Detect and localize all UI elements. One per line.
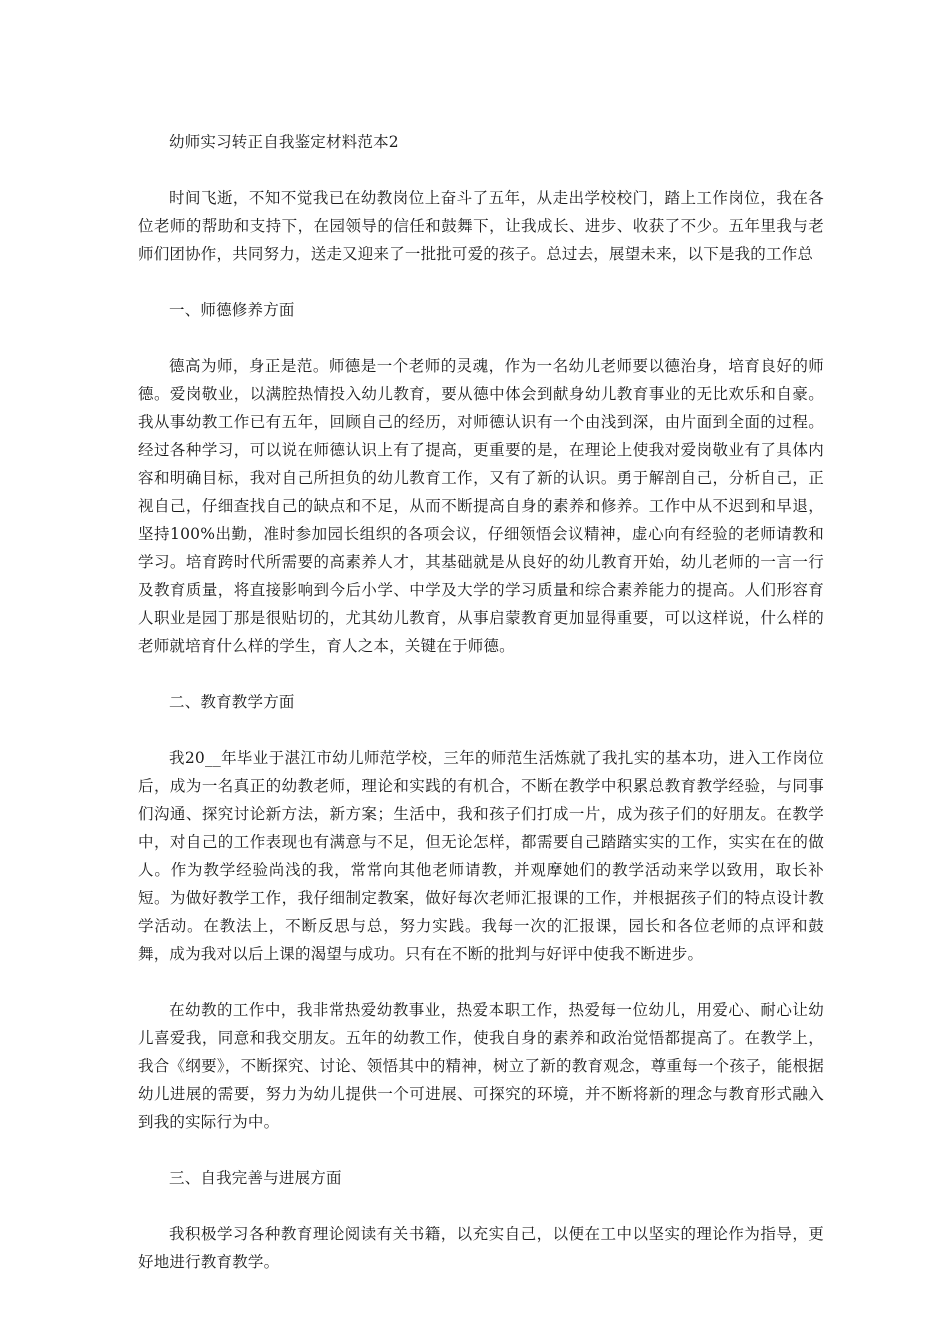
- teaching-paragraph-2: 在幼教的工作中，我非常热爱幼教事业，热爱本职工作，热爱每一位幼儿，用爱心、耐心让幼儿喜爱我，同意和我交朋友。五年的幼教工作，使我自身的素养和政治觉悟都提高了。在教学上，我合《纲要》，不断探究、讨论、领悟其中的精神，树立了新的教育观念，尊重每一个孩子，能根据幼儿进展的需要，努力为幼儿提供一个可进展、可探究的环境，并不断将新的理念与教育形式融入到我的实际行为中。: [138, 1001, 824, 1131]
- intro-paragraph: 时间飞逝，不知不觉我已在幼教岗位上奋斗了五年，从走出学校校门，踏上工作岗位，我在各位老师的帮助和支持下，在园领导的信任和鼓舞下，让我成长、进步、收获了不少。五年里我与老师们团协作，共同努力，送走又迎来了一批批可爱的孩子。总过去，展望未来，以下是我的工作总: [138, 189, 824, 263]
- self-improvement-paragraph: 我积极学习各种教育理论阅读有关书籍，以充实自己，以便在工中以坚实的理论作为指导，更好地进行教育教学。: [138, 1225, 824, 1271]
- teaching-paragraph-1: 我20__年毕业于湛江市幼儿师范学校，三年的师范生活炼就了我扎实的基本功，进入工作岗位后，成为一名真正的幼教老师，理论和实践的有机合，不断在教学中积累总教育教学经验，与同事们沟通、探究讨论新方法，新方案；生活中，我和孩子们打成一片，成为孩子们的好朋友。在教学中，对自己的工作表现也有满意与不足，但无论怎样，都需要自己踏踏实实的工作，实实在在的做人。作为教学经验尚浅的我，常常向其他老师请教，并观摩她们的教学活动来学以致用，取长补短。为做好教学工作，我仔细制定教案，做好每次老师汇报课的工作，并根据孩子们的特点设计教学活动。在教法上，不断反思与总，努力实践。我每一次的汇报课，园长和各位老师的点评和鼓舞，成为我对以后上课的渴望与成功。只有在不断的批判与好评中使我不断进步。: [138, 749, 824, 963]
- section-heading-teaching: 二、教育教学方面: [169, 693, 295, 711]
- document-page: [138, 128, 824, 1304]
- section-heading-ethics: 一、师德修养方面: [169, 301, 295, 319]
- section-heading-self-improvement: 三、自我完善与进展方面: [169, 1169, 342, 1187]
- ethics-paragraph: 德高为师，身正是范。师德是一个老师的灵魂，作为一名幼儿老师要以德治身，培育良好的师德。爱岗敬业，以满腔热情投入幼儿教育，要从德中体会到献身幼儿教育事业的无比欢乐和自豪。我从事幼教工作已有五年，回顾自己的经历，对师德认识有一个由浅到深，由片面到全面的过程。经过各种学习，可以说在师德认识上有了提高，更重要的是，在理论上使我对爱岗敬业有了具体内容和明确目标，我对自己所担负的幼儿教育工作，又有了新的认识。勇于解剖自己，分析自己，正视自己，仔细查找自己的缺点和不足，从而不断提高自身的素养和修养。工作中从不迟到和早退，坚持100%出勤，准时参加园长组织的各项会议，仔细领悟会议精神，虚心向有经验的老师请教和学习。培育跨时代所需要的高素养人才，其基础就是从良好的幼儿教育开始，幼儿老师的一言一行及教育质量，将直接影响到今后小学、中学及大学的学习质量和综合素养能力的提高。人们形容育人职业是园丁那是很贴切的，尤其幼儿教育，从事启蒙教育更加显得重要，可以这样说，什么样的老师就培育什么样的学生，育人之本，关键在于师德。: [138, 357, 824, 655]
- document-title: 幼师实习转正自我鉴定材料范本2: [169, 133, 399, 151]
